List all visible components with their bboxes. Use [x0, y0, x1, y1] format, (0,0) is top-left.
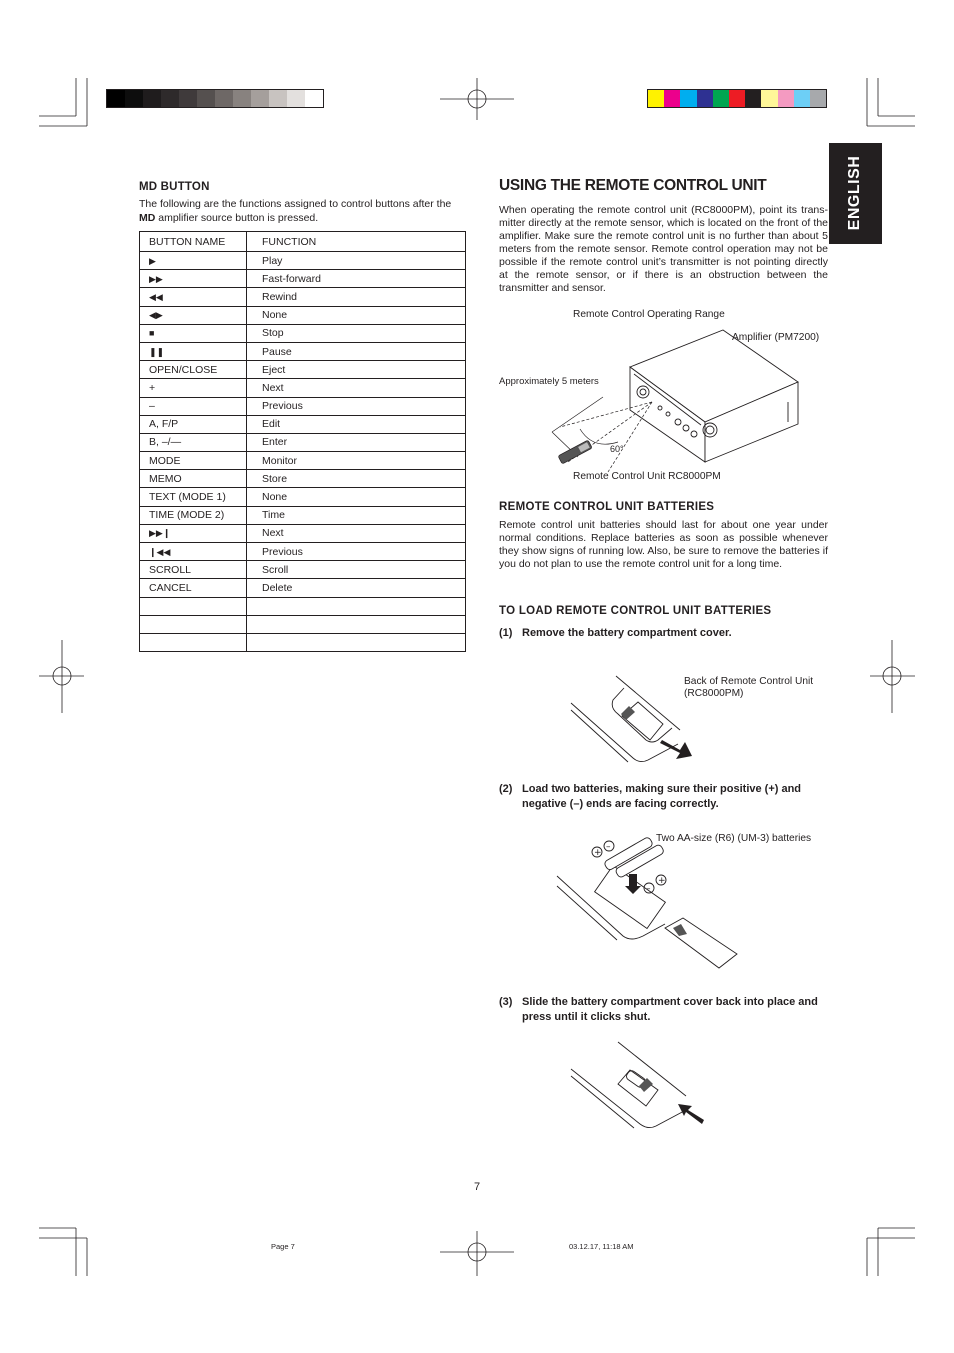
function-cell: Play — [247, 252, 466, 270]
svg-text:–: – — [646, 884, 651, 894]
button-name-cell — [140, 615, 247, 633]
color-swatch — [697, 90, 713, 107]
color-swatch — [778, 90, 794, 107]
language-tab-label: ENGLISH — [846, 155, 863, 231]
button-name-cell: B, –/— — [140, 433, 247, 451]
slug-page: Page 7 — [271, 1242, 295, 1251]
table-row — [140, 543, 466, 561]
step-number: (3) — [499, 996, 513, 1008]
grayscale-swatch — [215, 90, 233, 107]
cover-closing-illustration — [568, 1040, 708, 1132]
remote-intro-paragraph: When operating the remote control unit (RC8000PM), point its trans-mitter directly at the remote sensor, which is located on the front of the amplifier. Make sure the remote control unit is no further than about 5 meters from the remote sensor. Remote control operation may not be possible if the remote control unit’s transmitter is not pointing directly at the remote sensor, or if there is an obstruction between the transmitter and sensor. — [499, 204, 828, 294]
table-row — [140, 488, 466, 506]
color-swatch — [745, 90, 761, 107]
remote-back-illustration — [568, 670, 696, 764]
table-row — [140, 433, 466, 451]
table-row — [140, 397, 466, 415]
table-row — [140, 506, 466, 524]
function-cell: Eject — [247, 361, 466, 379]
function-cell: None — [247, 488, 466, 506]
table-header-row — [140, 232, 466, 252]
batteries-heading: REMOTE CONTROL UNIT BATTERIES — [499, 501, 715, 513]
grayscale-swatch — [251, 90, 269, 107]
function-cell: Time — [247, 506, 466, 524]
md-button-intro: The following are the functions assigned to control buttons after the MD amplifier source button is pressed. — [139, 198, 452, 224]
button-name-cell: MODE — [140, 452, 247, 470]
grayscale-swatch — [107, 90, 125, 107]
grayscale-swatch — [305, 90, 323, 107]
step-3 — [499, 995, 829, 1027]
button-name-cell: CANCEL — [140, 579, 247, 597]
table-row — [140, 597, 466, 615]
table-row — [140, 379, 466, 397]
button-name-cell: – — [140, 397, 247, 415]
angle-label: 60° — [610, 444, 624, 454]
table-row — [140, 470, 466, 488]
column-header-function: FUNCTION — [247, 232, 466, 252]
grayscale-swatch — [161, 90, 179, 107]
svg-text:+: + — [594, 848, 602, 858]
color-swatch — [664, 90, 680, 107]
color-swatch — [713, 90, 729, 107]
grayscale-calibration-bar — [106, 89, 324, 108]
grayscale-swatch — [143, 90, 161, 107]
function-cell: Edit — [247, 415, 466, 433]
step-text: Slide the battery compartment cover back into place and press until it clicks shut. — [522, 996, 818, 1023]
step-2 — [499, 782, 829, 814]
table-row — [140, 342, 466, 360]
amplifier-label: Amplifier (PM7200) — [732, 332, 820, 343]
button-name-cell: TIME (MODE 2) — [140, 506, 247, 524]
button-name-cell: TEXT (MODE 1) — [140, 488, 247, 506]
step-number: (1) — [499, 627, 513, 639]
grayscale-swatch — [197, 90, 215, 107]
color-swatch — [729, 90, 745, 107]
grayscale-swatch — [233, 90, 251, 107]
table-row — [140, 288, 466, 306]
button-name-cell: SCROLL — [140, 561, 247, 579]
function-cell: Monitor — [247, 452, 466, 470]
table-row — [140, 270, 466, 288]
table-row — [140, 633, 466, 651]
grayscale-swatch — [287, 90, 305, 107]
table-row — [140, 361, 466, 379]
table-row — [140, 561, 466, 579]
step-1 — [499, 626, 829, 642]
function-cell: Enter — [247, 433, 466, 451]
step-2-caption: Two AA-size (R6) (UM-3) batteries — [656, 833, 812, 844]
table-row — [140, 524, 466, 542]
table-row — [140, 415, 466, 433]
md-button-table — [139, 231, 466, 652]
function-cell: Store — [247, 470, 466, 488]
remote-range-illustration — [548, 322, 808, 474]
range-figure-title: Remote Control Operating Range — [573, 309, 725, 320]
table-row — [140, 579, 466, 597]
button-name-cell: ◀▶ — [140, 306, 247, 324]
color-swatch — [794, 90, 810, 107]
step-1-caption: Back of Remote Control Unit (RC8000PM) — [684, 676, 814, 699]
column-header-button-name: BUTTON NAME — [140, 232, 247, 252]
function-cell: Next — [247, 379, 466, 397]
slug-timestamp: 03.12.17, 11:18 AM — [569, 1242, 634, 1251]
color-swatch — [680, 90, 696, 107]
table-row — [140, 324, 466, 342]
step-text: Load two batteries, making sure their positive (+) and negative (–) ends are facing correctly. — [522, 783, 802, 810]
page-title: USING THE REMOTE CONTROL UNIT — [499, 177, 767, 194]
function-cell: Fast-forward — [247, 270, 466, 288]
grayscale-swatch — [179, 90, 197, 107]
svg-text:+: + — [658, 876, 666, 886]
grayscale-swatch — [269, 90, 287, 107]
page-number: 7 — [474, 1181, 481, 1193]
step-number: (2) — [499, 783, 513, 795]
color-swatch — [761, 90, 777, 107]
language-tab — [829, 143, 882, 244]
function-cell: Previous — [247, 543, 466, 561]
color-swatch — [810, 90, 826, 107]
button-name-cell: ▶ — [140, 252, 247, 270]
button-name-cell: ❚❚ — [140, 342, 247, 360]
function-cell: None — [247, 306, 466, 324]
battery-loading-illustration — [553, 836, 741, 974]
grayscale-swatch — [125, 90, 143, 107]
color-calibration-bar — [647, 89, 827, 108]
function-cell: Next — [247, 524, 466, 542]
function-cell: Delete — [247, 579, 466, 597]
function-cell: Scroll — [247, 561, 466, 579]
table-row — [140, 452, 466, 470]
function-cell: Rewind — [247, 288, 466, 306]
function-cell: Previous — [247, 397, 466, 415]
table-row — [140, 252, 466, 270]
button-name-cell: ❙◀◀ — [140, 543, 247, 561]
batteries-paragraph: Remote control unit batteries should last for about one year under normal conditions. Replace batteries as soon as possible whenever they show signs of running low. Also, be sure to remove the batteries if you do not plan to use the remote control unit for a long time. — [499, 519, 828, 570]
remote-unit-label: Remote Control Unit RC8000PM — [573, 471, 721, 482]
button-name-cell: + — [140, 379, 247, 397]
button-name-cell — [140, 633, 247, 651]
function-cell: Pause — [247, 342, 466, 360]
distance-label: Approximately 5 meters — [499, 376, 599, 387]
function-cell: Stop — [247, 324, 466, 342]
svg-text:–: – — [606, 842, 611, 852]
load-batteries-heading: TO LOAD REMOTE CONTROL UNIT BATTERIES — [499, 605, 772, 617]
md-button-heading: MD BUTTON — [139, 181, 210, 193]
function-cell — [247, 633, 466, 651]
function-cell — [247, 615, 466, 633]
table-row — [140, 306, 466, 324]
button-name-cell: ■ — [140, 324, 247, 342]
function-cell — [247, 597, 466, 615]
button-name-cell: OPEN/CLOSE — [140, 361, 247, 379]
step-text: Remove the battery compartment cover. — [522, 627, 732, 639]
button-name-cell: ▶▶ — [140, 270, 247, 288]
table-row — [140, 615, 466, 633]
button-name-cell: MEMO — [140, 470, 247, 488]
color-swatch — [648, 90, 664, 107]
button-name-cell — [140, 597, 247, 615]
button-name-cell: A, F/P — [140, 415, 247, 433]
button-name-cell: ◀◀ — [140, 288, 247, 306]
button-name-cell: ▶▶❙ — [140, 524, 247, 542]
